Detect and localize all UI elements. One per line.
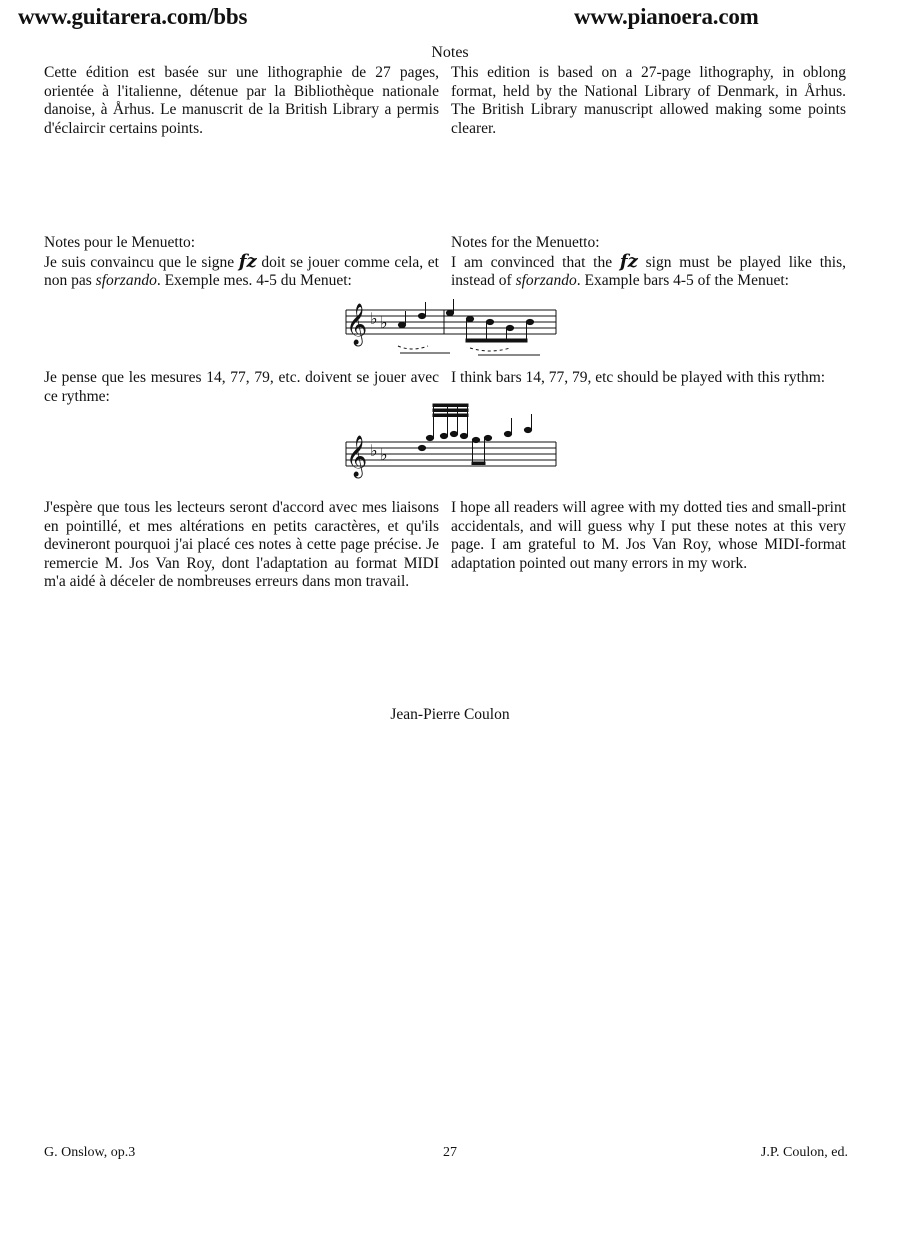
flat-icon: ♭: [370, 309, 378, 328]
footer-right: J.P. Coulon, ed.: [760, 1145, 848, 1160]
watermark-pianoera: www.pianoera.com: [574, 4, 759, 29]
french-fz-text-after: doit se jouer comme cela, et non pas: [44, 253, 439, 289]
watermark-guitarera: www.guitarera.com/bbs: [18, 4, 248, 29]
english-paragraph-1: This edition is based on a 27-page lithography, in oblong format, held by the National Library of Denmark, in Århus. The British Library manuscript allowed making some points clearer.: [451, 64, 846, 137]
music-example-rhythm: [340, 400, 560, 488]
french-example-text: . Exemple mes. 4-5 du Menuet:: [156, 272, 352, 289]
treble-clef-icon: 𝄞: [346, 304, 368, 345]
french-sforzando: sforzando: [95, 272, 157, 289]
page-title: Notes: [431, 44, 469, 61]
english-fz-text-after: sign must be played like this, instead of: [451, 253, 846, 289]
english-sforzando: sforzando: [515, 272, 577, 289]
french-paragraph-1: Cette édition est basée sur une lithographie de 27 pages, orientée à l'italienne, détenue par la Bibliothèque nationale danoise, à Århus. Le manuscrit de la British Library a permis d'éclaircir certains points.: [44, 64, 439, 137]
treble-clef-icon: 𝄞: [346, 436, 368, 477]
french-menuetto-heading: Notes pour le Menuetto:: [44, 234, 196, 251]
fz-mark-english: fz: [619, 250, 638, 272]
french-fz-text-before: Je suis convaincu que le signe: [44, 253, 235, 271]
flat-icon: ♭: [380, 313, 388, 332]
english-paragraph-2: [451, 234, 846, 291]
footer-left: G. Onslow, op.3: [44, 1145, 136, 1160]
english-paragraph-4: I hope all readers will agree with my dotted ties and small-print accidentals, and will guess why I put these notes at this very page. I am grateful to M. Jos Van Roy, whose MIDI-format adaptation pointed out many errors in my work.: [451, 499, 846, 572]
english-paragraph-3: I think bars 14, 77, 79, etc should be played with this rythm:: [451, 369, 826, 386]
english-menuetto-heading: Notes for the Menuetto:: [451, 234, 600, 251]
french-paragraph-2: [44, 234, 439, 291]
page-number: 27: [443, 1145, 457, 1160]
music-example-menuet: [340, 294, 560, 360]
fz-mark-french: fz: [238, 250, 257, 272]
english-example-text: . Example bars 4-5 of the Menuet:: [576, 272, 789, 289]
flat-icon: ♭: [370, 441, 378, 460]
signature: Jean-Pierre Coulon: [390, 706, 510, 723]
flat-icon: ♭: [380, 445, 388, 464]
french-paragraph-3: Je pense que les mesures 14, 77, 79, etc. doivent se jouer avec ce rythme:: [44, 369, 439, 405]
english-fz-text-before: I am convinced that the: [451, 253, 613, 271]
french-paragraph-4: J'espère que tous les lecteurs seront d'accord avec mes liaisons en pointillé, et mes altérations en petits caractères, et qu'ils devineront pourquoi j'ai placé ces notes à cette page précise. Je remercie M. Jos Van Roy, dont l'adaptation au format MIDI m'a aidé à déceler de nombreuses erreurs dans mon travail.: [44, 499, 439, 590]
